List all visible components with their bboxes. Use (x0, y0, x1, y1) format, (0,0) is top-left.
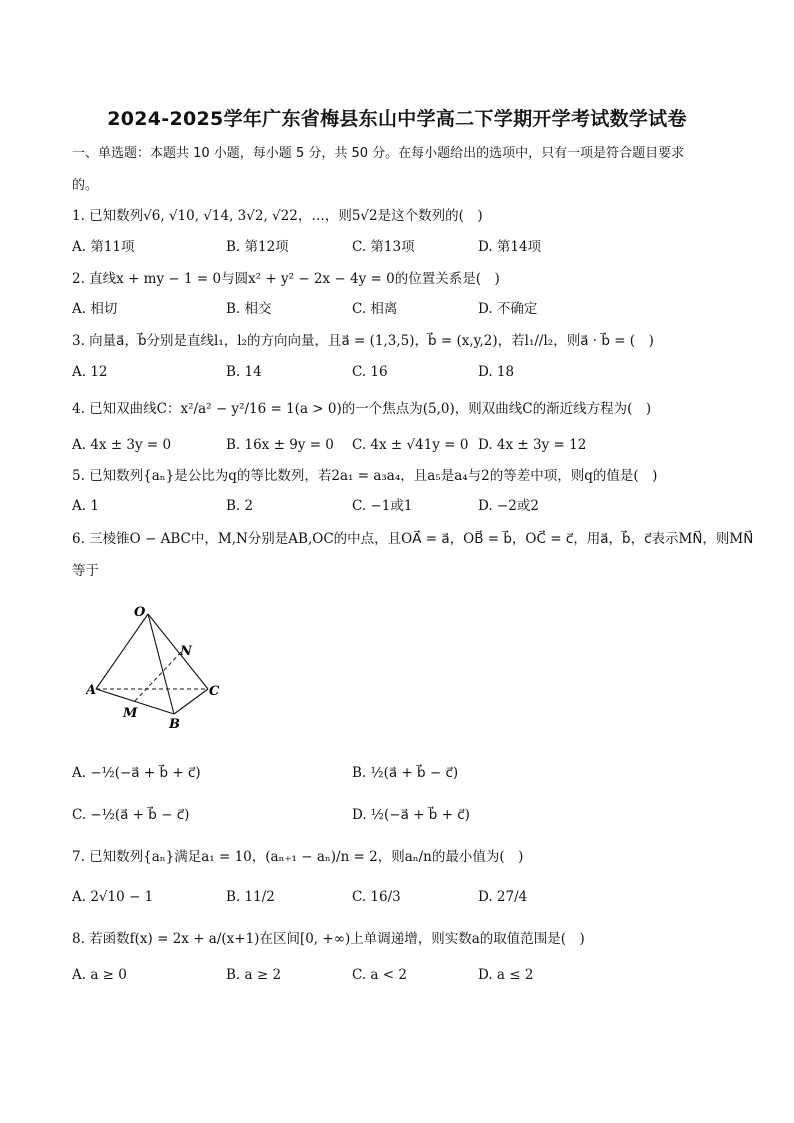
section-heading-line-2: 的。 (72, 178, 99, 193)
label-a: A (86, 683, 97, 698)
question-7-option-d: D. 27/4 (478, 889, 528, 905)
question-8-option-a: A. a ≥ 0 (72, 967, 127, 983)
question-6-option-b: B. ½(a⃗ + b⃗ − c⃗) (352, 765, 459, 781)
label-n: N (180, 644, 192, 659)
question-1-stem: 1. 已知数列√6, √10, √14, 3√2, √22，…，则5√2是这个数列的( ) (72, 208, 483, 224)
question-6-stem-continued: 等于 (72, 563, 99, 579)
label-m: M (123, 706, 138, 721)
question-7-option-c: C. 16/3 (352, 889, 401, 905)
question-3-option-d: D. 18 (478, 364, 515, 380)
edge-oc (148, 614, 208, 689)
question-2-option-c: C. 相离 (352, 301, 398, 317)
question-3-option-b: B. 14 (226, 364, 262, 380)
section-heading-line-1: 一、单选题：本题共 10 小题，每小题 5 分，共 50 分。在每小题给出的选项中，只有一项是符合题目要求 (72, 146, 685, 161)
question-4-stem: 4. 已知双曲线C：x²/a² − y²/16 = 1(a > 0)的一个焦点为(5,0)，则双曲线C的渐近线方程为( ) (72, 401, 652, 417)
edge-oa (96, 614, 148, 689)
question-5-option-d: D. −2或2 (478, 498, 539, 514)
question-2-option-a: A. 相切 (72, 301, 118, 317)
question-4-option-c: C. 4x ± √41y = 0 (352, 437, 469, 453)
question-1-option-c: C. 第13项 (352, 239, 415, 255)
edge-bc (174, 689, 208, 714)
label-b: B (169, 717, 180, 730)
question-2-option-b: B. 相交 (226, 301, 272, 317)
question-7-option-b: B. 11/2 (226, 889, 275, 905)
question-4-option-d: D. 4x ± 3y = 12 (478, 437, 587, 453)
label-o: O (134, 605, 146, 620)
question-8-option-c: C. a < 2 (352, 967, 407, 983)
question-2-option-d: D. 不确定 (478, 301, 538, 317)
question-2-stem: 2. 直线x + my − 1 = 0与圆x² + y² − 2x − 4y = 0的位置关系是( ) (72, 271, 500, 287)
question-3-stem: 3. 向量a⃗，b⃗分别是直线l₁，l₂的方向向量，且a⃗ = (1,3,5)，b⃗ = (x,y,2)，若l₁//l₂，则a⃗ · b⃗ = ( ) (72, 333, 654, 349)
question-3-option-a: A. 12 (72, 364, 108, 380)
question-1-option-b: B. 第12项 (226, 239, 289, 255)
question-5-option-a: A. 1 (72, 498, 99, 514)
question-6-option-a: A. −½(−a⃗ + b⃗ + c⃗) (72, 765, 201, 781)
question-6-stem: 6. 三棱锥O − ABC中，M,N分别是AB,OC的中点，且OA⃗ = a⃗，OB⃗ = b⃗，OC⃗ = c⃗，用a⃗，b⃗，c⃗表示MN⃗，则MN⃗ (72, 531, 754, 547)
question-6-option-d: D. ½(−a⃗ + b⃗ + c⃗) (352, 807, 470, 823)
question-5-option-b: B. 2 (226, 498, 254, 514)
question-8-stem: 8. 若函数f(x) = 2x + a/(x+1)在区间[0, +∞)上单调递增，则实数a的取值范围是( ) (72, 931, 585, 947)
question-1-option-d: D. 第14项 (478, 239, 542, 255)
question-4-option-a: A. 4x ± 3y = 0 (72, 437, 172, 453)
question-3-option-c: C. 16 (352, 364, 388, 380)
question-6-option-c: C. −½(a⃗ + b⃗ − c⃗) (72, 807, 190, 823)
question-7-stem: 7. 已知数列{aₙ}满足a₁ = 10，(aₙ₊₁ − aₙ)/n = 2，则aₙ/n的最小值为( ) (72, 849, 524, 865)
question-4-option-b: B. 16x ± 9y = 0 (226, 437, 334, 453)
page-title: 2024-2025学年广东省梅县东山中学高二下学期开学考试数学试卷 (107, 108, 687, 130)
label-c: C (209, 684, 220, 699)
question-8-option-b: B. a ≥ 2 (226, 967, 282, 983)
question-7-option-a: A. 2√10 − 1 (72, 889, 154, 905)
tetrahedron-figure (86, 600, 236, 730)
question-1-option-a: A. 第11项 (72, 239, 135, 255)
question-5-option-c: C. −1或1 (352, 498, 413, 514)
question-5-stem: 5. 已知数列{aₙ}是公比为q的等比数列，若2a₁ = a₃a₄，且a₅是a₄与2的等差中项，则q的值是( ) (72, 468, 658, 484)
question-8-option-d: D. a ≤ 2 (478, 967, 534, 983)
